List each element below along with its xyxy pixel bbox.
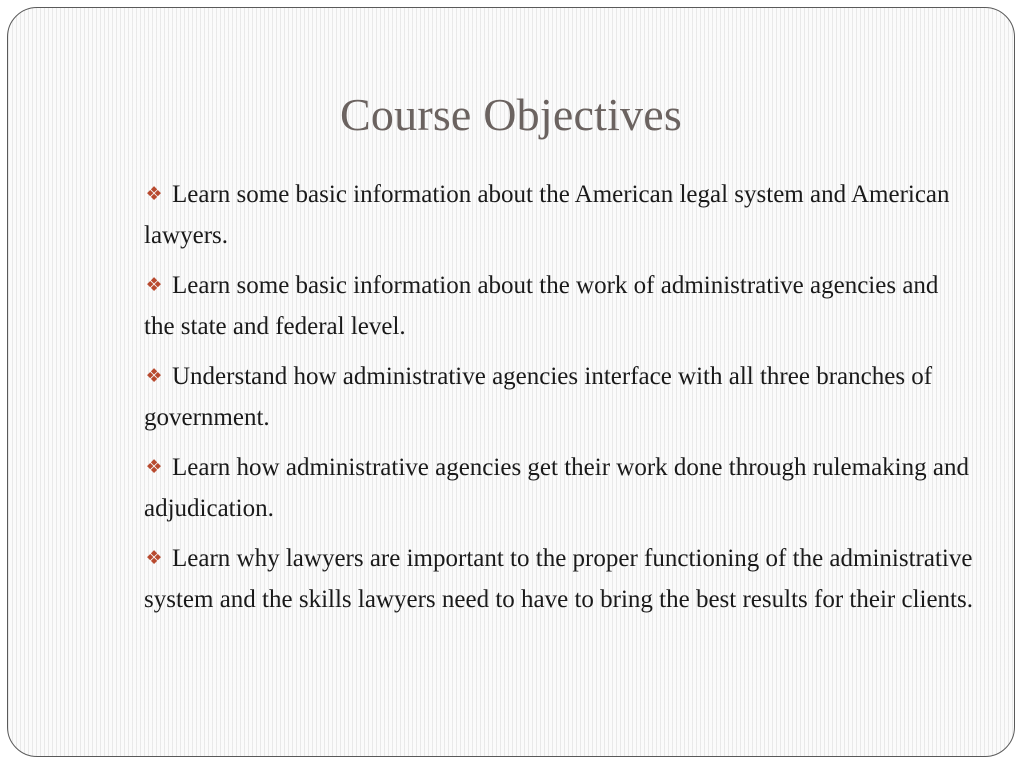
list-item (144, 174, 974, 256)
four-diamond-bullet-icon: ❖ (145, 456, 163, 478)
slide-frame (7, 7, 1015, 757)
list-item (144, 538, 974, 620)
bullet-text: Learn some basic information about the American legal system and American lawyers. (144, 181, 950, 249)
bullet-text: Understand how administrative agencies interface with all three branches of government. (144, 363, 933, 431)
bullet-text: Learn why lawyers are important to the proper functioning of the administrative system and the skills lawyers need to have to bring the best results for their clients. (144, 545, 973, 613)
bullet-text: Learn how administrative agencies get their work done through rulemaking and adjudication. (144, 454, 969, 522)
objectives-list (144, 174, 974, 629)
bullet-text: Learn some basic information about the work of administrative agencies and the state and federal level. (144, 272, 939, 340)
list-item (144, 356, 974, 438)
list-item (144, 265, 974, 347)
list-item (144, 447, 974, 529)
four-diamond-bullet-icon: ❖ (145, 365, 163, 387)
four-diamond-bullet-icon: ❖ (145, 547, 163, 569)
four-diamond-bullet-icon: ❖ (145, 274, 163, 296)
four-diamond-bullet-icon: ❖ (145, 183, 163, 205)
slide-title: Course Objectives (340, 89, 682, 140)
